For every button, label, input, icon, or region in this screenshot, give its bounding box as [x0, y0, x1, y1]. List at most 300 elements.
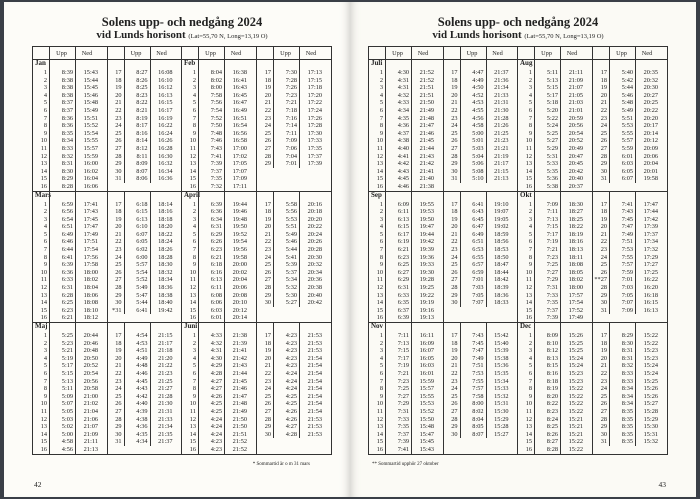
- sunrise-time: 4:29: [198, 362, 224, 370]
- sunset-time: 16:32: [150, 160, 175, 168]
- sunrise-time: 5:02: [49, 423, 75, 431]
- sunset-time: 16:06: [75, 183, 100, 191]
- day-row: [593, 340, 667, 348]
- sunrise-time: 7:59: [609, 269, 635, 277]
- day-row: [518, 238, 592, 246]
- day-row: [444, 370, 518, 378]
- day-row: [257, 370, 331, 378]
- month-name: Feb: [184, 59, 196, 67]
- sunrise-time: 7:23: [385, 378, 411, 386]
- day-row: [108, 423, 182, 431]
- sunset-time: 16:04: [75, 175, 100, 183]
- sunrise-time: 7:11: [534, 208, 560, 216]
- day-number: 25: [600, 129, 607, 137]
- day-number: 7: [192, 246, 196, 254]
- sunset-time: 20:59: [560, 115, 585, 123]
- sunset-time: 20:36: [299, 276, 324, 284]
- day-row: [369, 416, 443, 424]
- sunset-time: 18:02: [75, 276, 100, 284]
- sunrise-time: 6:05: [124, 238, 150, 246]
- day-number: 12: [40, 152, 47, 160]
- sunset-time: 17:18: [299, 84, 324, 92]
- sunset-time: 21:26: [486, 122, 511, 130]
- sunrise-time: 5:57: [609, 137, 635, 145]
- day-row: [182, 137, 256, 145]
- day-row: [444, 208, 518, 216]
- sunset-time: 20:54: [560, 130, 585, 138]
- sunrise-time: 6:34: [198, 216, 224, 224]
- sunset-time: 17:32: [635, 246, 660, 254]
- sunrise-time: 6:51: [49, 223, 75, 231]
- sunrise-time: 4:24: [273, 385, 299, 393]
- day-number: 28: [600, 415, 607, 423]
- day-row: [108, 99, 182, 107]
- day-row: [593, 416, 667, 424]
- day-number: 21: [115, 230, 122, 238]
- day-number: 3: [192, 84, 196, 92]
- day-row: [369, 130, 443, 138]
- day-row: [257, 153, 331, 161]
- day-number: 10: [525, 400, 532, 408]
- sunrise-time: 8:02: [198, 77, 224, 85]
- day-row: [108, 254, 182, 262]
- sunrise-time: 5:48: [609, 99, 635, 107]
- month-label-row: [257, 192, 331, 201]
- day-row: [369, 238, 443, 246]
- sunrise-time: 7:39: [534, 314, 560, 322]
- day-number: 26: [115, 268, 122, 276]
- day-number: 4: [192, 223, 196, 231]
- sunset-time: 15:46: [75, 92, 100, 100]
- day-row: [444, 238, 518, 246]
- sunrise-time: 8:35: [609, 438, 635, 446]
- sunrise-time: 8:20: [534, 393, 560, 401]
- day-number: 15: [525, 175, 532, 183]
- sunrise-time: 8:18: [534, 378, 560, 386]
- day-number: 18: [264, 76, 271, 84]
- sunrise-time: 4:39: [124, 408, 150, 416]
- day-row: [369, 393, 443, 401]
- day-number: 26: [451, 400, 458, 408]
- sunrise-time: 8:30: [609, 340, 635, 348]
- sunset-time: 18:28: [150, 254, 175, 262]
- col-up-label: Upp: [49, 47, 75, 59]
- sunset-time: 21:34: [150, 423, 175, 431]
- day-number: 28: [600, 152, 607, 160]
- sunset-time: 17:43: [75, 208, 100, 216]
- day-column: [593, 323, 667, 454]
- day-number: 1: [379, 200, 383, 208]
- sunrise-time: 7:52: [198, 115, 224, 123]
- sunset-time: 15:22: [560, 385, 585, 393]
- sunrise-time: 7:16: [273, 115, 299, 123]
- sunrise-time: 7:21: [534, 246, 560, 254]
- sunrise-time: 4:25: [198, 400, 224, 408]
- sunset-time: 21:11: [75, 438, 100, 446]
- sunrise-time: 4:34: [385, 107, 411, 115]
- sunset-time: 21:53: [299, 347, 324, 355]
- sunrise-time: 6:05: [609, 168, 635, 176]
- day-row: [108, 130, 182, 138]
- sunset-time: 20:37: [560, 183, 585, 191]
- day-number: 11: [376, 144, 383, 152]
- sunset-time: 21:15: [150, 332, 175, 340]
- sunrise-time: 5:23: [49, 340, 75, 348]
- footnote: ** Sommartid upphör 27 oktober: [372, 462, 439, 467]
- day-number: 15: [376, 438, 383, 446]
- sunset-time: 21:50: [411, 99, 436, 107]
- sunrise-time: 8:37: [49, 99, 75, 107]
- day-number: 24: [264, 385, 271, 393]
- day-row: [108, 284, 182, 292]
- page-right: [350, 2, 696, 497]
- sunset-time: 20:09: [635, 145, 660, 153]
- sunrise-time: 8:00: [460, 400, 486, 408]
- day-number: 18: [264, 339, 271, 347]
- sunset-time: 15:25: [560, 340, 585, 348]
- day-row: [518, 269, 592, 277]
- sunset-time: 21:47: [224, 393, 249, 401]
- sunrise-time: 7:47: [609, 223, 635, 231]
- sunrise-time: 6:00: [124, 254, 150, 262]
- day-number: 27: [600, 407, 607, 415]
- day-number: 10: [189, 400, 196, 408]
- day-number: 20: [451, 354, 458, 362]
- sunrise-time: 5:01: [460, 137, 486, 145]
- month-block: [33, 192, 182, 324]
- sunset-time: 15:29: [486, 416, 511, 424]
- day-row: [108, 145, 182, 153]
- day-row: [593, 261, 667, 269]
- sunrise-time: 6:21: [198, 254, 224, 262]
- day-number: 4: [43, 91, 47, 99]
- day-row: [257, 77, 331, 85]
- sunset-time: 21:54: [299, 355, 324, 363]
- day-number: 27: [451, 276, 458, 284]
- sunrise-time: 4:55: [460, 107, 486, 115]
- sunset-time: 21:44: [224, 370, 249, 378]
- month-label-row: [257, 323, 331, 332]
- sunrise-time: 4:24: [198, 423, 224, 431]
- sunset-time: 21:04: [75, 408, 100, 416]
- day-row: [257, 122, 331, 130]
- day-number: 23: [451, 377, 458, 385]
- sunrise-time: 5:31: [534, 153, 560, 161]
- sunrise-time: 6:41: [460, 201, 486, 209]
- month-label-row: [108, 60, 182, 69]
- day-row: [33, 246, 107, 254]
- sunrise-time: 6:07: [124, 231, 150, 239]
- sunset-time: 20:01: [635, 168, 660, 176]
- sunset-time: 21:54: [299, 385, 324, 393]
- sunset-time: 20:04: [635, 160, 660, 168]
- day-row: [518, 115, 592, 123]
- day-number: 21: [264, 230, 271, 238]
- day-row: [182, 175, 256, 183]
- day-row: [444, 92, 518, 100]
- day-number: 22: [451, 369, 458, 377]
- sunrise-time: 4:33: [198, 332, 224, 340]
- day-row: [182, 423, 256, 431]
- day-number: 28: [264, 415, 271, 423]
- day-row: [33, 314, 107, 322]
- day-number: 6: [43, 106, 47, 114]
- day-number: 26: [600, 268, 607, 276]
- sunrise-time: 5:33: [534, 160, 560, 168]
- sunrise-time: 8:35: [49, 130, 75, 138]
- day-row: [593, 385, 667, 393]
- day-column: [182, 323, 257, 454]
- sunrise-time: 6:33: [49, 276, 75, 284]
- day-number: 14: [189, 299, 196, 307]
- sunset-time: 20:48: [75, 347, 100, 355]
- day-number: 25: [264, 129, 271, 137]
- day-row: [444, 292, 518, 300]
- day-row: [257, 299, 331, 307]
- col-up-label: Upp: [534, 47, 560, 59]
- day-row: [33, 153, 107, 161]
- month-label-row: [369, 60, 443, 69]
- day-row: [33, 168, 107, 176]
- day-row: [33, 261, 107, 269]
- sunrise-time: 5:49: [124, 284, 150, 292]
- day-number: 13: [525, 423, 532, 431]
- sunrise-time: 5:32: [273, 284, 299, 292]
- page-number: 42: [34, 480, 42, 489]
- sunrise-time: 4:24: [273, 370, 299, 378]
- sunset-time: 21:13: [75, 446, 100, 454]
- day-row: [182, 385, 256, 393]
- day-number: 27: [264, 407, 271, 415]
- sunset-time: 16:22: [635, 276, 660, 284]
- sunset-time: 15:40: [486, 340, 511, 348]
- month-label-row: [108, 192, 182, 201]
- day-row: [257, 160, 331, 168]
- sunrise-time: 7:15: [385, 347, 411, 355]
- sunrise-time: 6:23: [198, 246, 224, 254]
- sunset-time: 16:43: [224, 84, 249, 92]
- day-row: [518, 362, 592, 370]
- month-name: Aug: [520, 59, 533, 67]
- sunrise-time: 6:10: [124, 223, 150, 231]
- sunrise-time: 8:30: [49, 168, 75, 176]
- day-number: 3: [379, 347, 383, 355]
- sunrise-time: 8:07: [460, 431, 486, 439]
- day-number: 29: [451, 291, 458, 299]
- day-row: [108, 107, 182, 115]
- day-row: [444, 69, 518, 77]
- day-number: 2: [528, 76, 532, 84]
- day-row: [33, 332, 107, 340]
- day-row: [257, 261, 331, 269]
- day-number: 28: [600, 284, 607, 292]
- day-row: [108, 168, 182, 176]
- day-number: 10: [189, 137, 196, 145]
- day-row: [593, 307, 667, 315]
- sunset-time: 20:42: [560, 168, 585, 176]
- sunset-time: 16:30: [150, 153, 175, 161]
- day-number: 3: [528, 215, 532, 223]
- day-number: 23: [115, 246, 122, 254]
- day-row: [593, 115, 667, 123]
- sunset-time: 15:31: [635, 431, 660, 439]
- day-number: 23: [264, 114, 271, 122]
- sunset-time: 21:03: [560, 99, 585, 107]
- sunset-time: 18:00: [560, 284, 585, 292]
- sunrise-time: 4:24: [198, 431, 224, 439]
- day-row: [593, 175, 667, 183]
- day-row: [369, 423, 443, 431]
- day-row: [593, 99, 667, 107]
- sunset-time: 16:54: [224, 122, 249, 130]
- day-row: [369, 378, 443, 386]
- sunset-time: 15:50: [411, 416, 436, 424]
- sunrise-time: 7:25: [534, 261, 560, 269]
- day-row: [33, 175, 107, 183]
- day-number: 2: [192, 208, 196, 216]
- sunrise-time: 7:21: [385, 370, 411, 378]
- sunrise-time: 5:18: [534, 99, 560, 107]
- sunrise-time: 6:13: [198, 276, 224, 284]
- sunrise-time: 6:01: [198, 314, 224, 322]
- day-row: [369, 183, 443, 191]
- day-number: 5: [43, 362, 47, 370]
- sunset-time: 17:34: [635, 238, 660, 246]
- sunset-time: 20:32: [635, 77, 660, 85]
- day-row: [518, 160, 592, 168]
- sunrise-time: 4:36: [385, 122, 411, 130]
- sunset-time: 16:56: [224, 130, 249, 138]
- day-column: [369, 192, 444, 323]
- sunrise-time: 8:05: [460, 423, 486, 431]
- sunset-time: 21:30: [486, 107, 511, 115]
- sunset-time: 21:09: [560, 77, 585, 85]
- day-row: [108, 238, 182, 246]
- sunset-time: 15:44: [75, 77, 100, 85]
- day-row: [518, 378, 592, 386]
- sunset-time: 17:33: [299, 137, 324, 145]
- day-number: 18: [115, 208, 122, 216]
- day-number: 22: [451, 238, 458, 246]
- sunrise-time: 8:25: [124, 84, 150, 92]
- sunset-time: 17:54: [560, 299, 585, 307]
- sunrise-time: 4:23: [273, 340, 299, 348]
- sunrise-time: 8:32: [49, 153, 75, 161]
- day-number: 6: [379, 238, 383, 246]
- day-number: 6: [43, 369, 47, 377]
- day-row: [108, 347, 182, 355]
- day-row: [444, 201, 518, 209]
- sunrise-time: 7:25: [385, 385, 411, 393]
- day-number: 16: [189, 182, 196, 190]
- day-number: 9: [379, 129, 383, 137]
- sunset-time: 17:13: [299, 69, 324, 77]
- sunset-time: 20:04: [224, 276, 249, 284]
- sunset-time: 21:20: [150, 355, 175, 363]
- day-row: [182, 223, 256, 231]
- day-row: [518, 438, 592, 446]
- sunrise-time: 4:40: [385, 145, 411, 153]
- sunset-time: 18:50: [486, 254, 511, 262]
- sunset-time: 18:27: [560, 208, 585, 216]
- sunrise-time: 7:35: [534, 299, 560, 307]
- sunset-time: 21:40: [411, 175, 436, 183]
- sunrise-time: 7:47: [460, 347, 486, 355]
- day-row: [369, 223, 443, 231]
- month-block: [33, 47, 182, 192]
- day-number: 21: [451, 99, 458, 107]
- sunrise-time: 7:04: [273, 153, 299, 161]
- day-number: 1: [528, 200, 532, 208]
- sunrise-time: 7:55: [609, 254, 635, 262]
- sunset-time: 15:27: [635, 400, 660, 408]
- day-row: [593, 332, 667, 340]
- day-row: [108, 416, 182, 424]
- sunset-time: 21:23: [150, 370, 175, 378]
- month-block: [369, 47, 518, 192]
- sunrise-time: 4:56: [460, 115, 486, 123]
- column-header: [108, 47, 182, 60]
- sunrise-time: 8:36: [49, 115, 75, 123]
- day-row: [593, 107, 667, 115]
- sunset-time: 15:26: [560, 332, 585, 340]
- sunset-time: 15:29: [635, 416, 660, 424]
- sunset-time: 18:39: [486, 284, 511, 292]
- sunset-time: 20:12: [224, 307, 249, 315]
- day-number: 5: [379, 230, 383, 238]
- day-number: 28: [115, 415, 122, 423]
- day-row: [518, 408, 592, 416]
- day-row: [182, 446, 256, 454]
- sunset-time: 19:50: [411, 216, 436, 224]
- sunset-time: 20:06: [224, 284, 249, 292]
- day-number: 28: [115, 152, 122, 160]
- day-row: [33, 446, 107, 454]
- sunrise-time: 8:33: [609, 378, 635, 386]
- sunrise-time: 5:57: [124, 261, 150, 269]
- sunrise-time: 7:57: [609, 261, 635, 269]
- day-number: 16: [525, 314, 532, 322]
- sunset-time: 19:52: [224, 231, 249, 239]
- day-number: 18: [115, 339, 122, 347]
- day-row: [257, 208, 331, 216]
- sunrise-time: 7:29: [385, 400, 411, 408]
- day-row: [593, 153, 667, 161]
- day-number: 27: [264, 276, 271, 284]
- col-down-label: Ned: [224, 47, 249, 59]
- day-row: [33, 400, 107, 408]
- sunrise-time: 5:40: [609, 69, 635, 77]
- sunset-time: 21:43: [411, 153, 436, 161]
- sunrise-time: 6:02: [124, 246, 150, 254]
- month-block: [182, 323, 331, 454]
- sunset-time: 21:46: [411, 130, 436, 138]
- sunrise-time: 4:42: [124, 393, 150, 401]
- sunset-time: 21:06: [75, 416, 100, 424]
- sunset-time: 20:08: [224, 292, 249, 300]
- day-number: 26: [600, 400, 607, 408]
- sunset-time: 21:48: [224, 400, 249, 408]
- day-row: [33, 299, 107, 307]
- sunset-time: 20:00: [224, 261, 249, 269]
- sunset-time: 19:42: [411, 238, 436, 246]
- day-number: 13: [525, 291, 532, 299]
- day-row: [593, 69, 667, 77]
- day-number: 8: [43, 385, 47, 393]
- sunrise-time: 7:51: [460, 362, 486, 370]
- day-row: [257, 408, 331, 416]
- day-row: [182, 400, 256, 408]
